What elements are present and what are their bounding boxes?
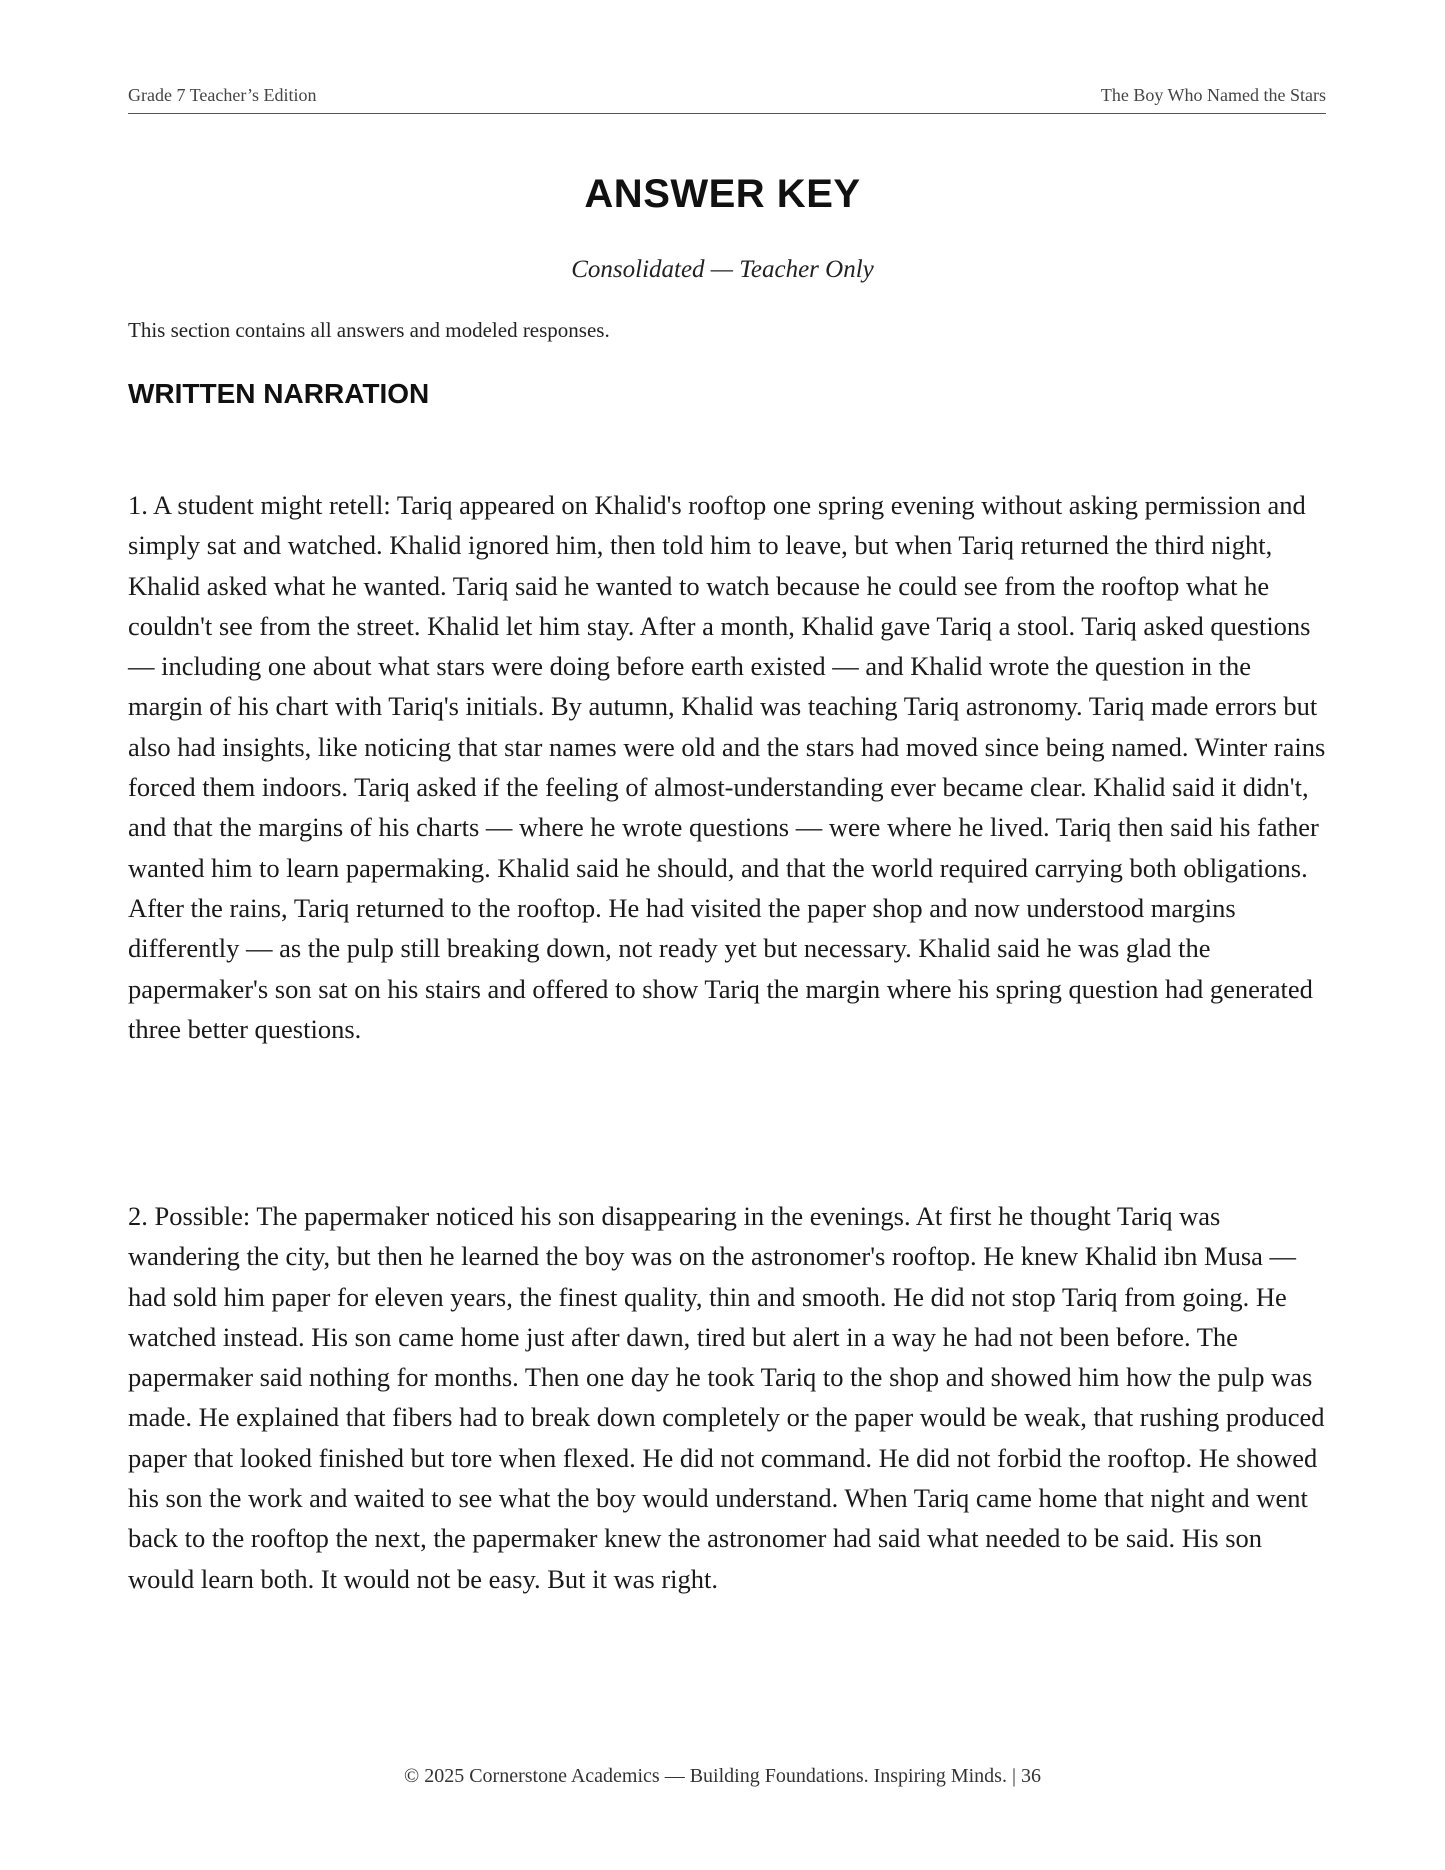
page-title: ANSWER KEY bbox=[584, 172, 861, 216]
page-subtitle: Consolidated — Teacher Only bbox=[571, 256, 874, 283]
intro-text: This section contains all answers and modeled responses. bbox=[128, 318, 610, 342]
page-footer: © 2025 Cornerstone Academics — Building Foundations. Inspiring Minds. | 36 bbox=[404, 1765, 1041, 1787]
header-book-title: The Boy Who Named the Stars bbox=[1100, 85, 1326, 105]
answer-item-1: 1. A student might retell: Tariq appeared on Khalid's rooftop one spring evening without asking permission and simply sat and watched. Khalid ignored him, then told him to leave, but when Tariq returned the third night, Khalid asked what he wanted. Tariq said he wanted to watch because he could see from the rooftop what he couldn't see from the street. Khalid let him stay. After a month, Khalid gave Tariq a stool. Tariq asked questions — including one about what stars were doing before earth existed — and Khalid wrote the question in the margin of his chart with Tariq's initials. By autumn, Khalid was teaching Tariq astronomy. Tariq made errors but also had insights, like noticing that star names were old and the stars had moved since being named. Winter rains forced them indoors. Tariq asked if the feeling of almost-understanding ever became clear. Khalid said it didn't, and that the margins of his charts — where he wrote questions — were where he lived. Tariq then said his father wanted him to learn papermaking. Khalid said he should, and that the world required carrying both obligations. After the rains, Tariq returned to the rooftop. He had visited the paper shop and now understood margins differently — as the pulp still breaking down, not ready yet but necessary. Khalid said he was glad the papermaker's son sat on his stairs and offered to show Tariq the margin where his spring question had generated three better questions. bbox=[128, 490, 1326, 1044]
running-header bbox=[128, 83, 1326, 114]
section-heading: WRITTEN NARRATION bbox=[128, 378, 430, 409]
answer-item-2: 2. Possible: The papermaker noticed his son disappearing in the evenings. At first he thought Tariq was wandering the city, but then he learned the boy was on the astronomer's rooftop. He knew Khalid ibn Musa — had sold him paper for eleven years, the finest quality, thin and smooth. He did not stop Tariq from going. He watched instead. His son came home just after dawn, tired but alert in a way he had not been before. The papermaker said nothing for months. Then one day he took Tariq to the shop and showed him how the pulp was made. He explained that fibers had to break down completely or the paper would be weak, that rushing produced paper that looked finished but tore when flexed. He did not command. He did not forbid the rooftop. He showed his son the work and waited to see what the boy would understand. When Tariq came home that night and went back to the rooftop the next, the papermaker knew the astronomer had said what needed to be said. His son would learn both. It would not be easy. But it was right. bbox=[128, 1201, 1325, 1594]
header-edition-label: Grade 7 Teacher’s Edition bbox=[128, 85, 317, 105]
